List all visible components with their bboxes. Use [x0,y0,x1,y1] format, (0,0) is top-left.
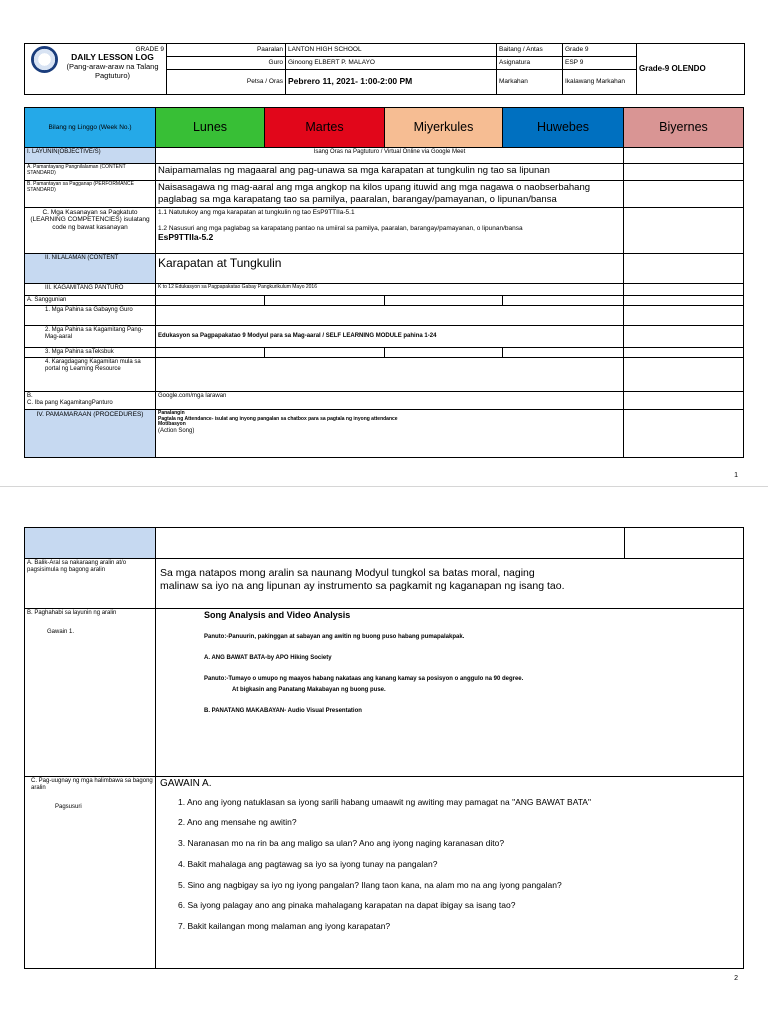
grade-label: GRADE 9 [135,46,164,53]
empty-cell [503,347,624,357]
proc-motibasyon: Motibasyon [158,421,186,428]
question-7: 7. Bakit kailangan mong malaman ang iyong karapatan? [178,921,391,932]
sanggunian-2-value: Edukasyon sa Pagpapakatao 9 Modyul para sa Mag-aaral / SELF LEARNING MODULE pahina 1-24 [156,325,624,347]
page-2 [0,486,768,1024]
empty-cell [156,305,624,325]
page-1 [0,0,768,486]
empty-cell [624,357,744,391]
paaralan-label: Paaralan [167,44,286,57]
asignatura-value: ESP 9 [563,57,637,70]
empty-cell [156,296,265,306]
day-thursday: Huwebes [503,108,624,148]
empty-label-cell [25,528,156,559]
iba-pang-kagamitan-label: C. Iba pang KagamitangPanturo [27,399,113,406]
gawain-a-content [156,777,744,969]
gawain-1-label: Gawain 1. [47,628,75,635]
empty-cell [624,296,744,306]
guro-value: Ginoong ELBERT P. MALAYO [286,57,497,70]
guro-label: Guro [167,57,286,70]
procedures-table [24,527,744,969]
week-label: Bilang ng Linggo (Week No.) [25,108,156,148]
header-table [24,43,745,95]
sanggunian-label: A. Sanggunian [25,296,156,306]
b-label: B. [27,392,33,399]
empty-cell [624,148,744,164]
balik-aral-cell [156,559,744,609]
empty-cell [385,296,503,306]
pag-uugnay-cell [25,777,156,969]
paaralan-value: LANTON HIGH SCHOOL [286,44,497,57]
day-tuesday: Martes [265,108,385,148]
paghahabi-cell [25,609,156,777]
panuto-1: Panuto:-Panuurin, pakinggan at sabayan ang awitin ng buong puso habang pumapalakpak. [204,634,465,641]
competency-2-code: EsP9TTIIa-5.2 [158,231,214,242]
baitang-value: Grade 9 [563,44,637,57]
content-standard-value: Naipamamalas ng magaaral ang pag-unawa sa mga karapatan at tungkulin ng tao sa lipunan [156,164,624,181]
dll-title: DAILY LESSON LOG [71,52,154,63]
empty-cell [624,284,744,296]
header-title-cell [25,44,167,95]
kagamitan-value: K to 12 Edukasyon sa Pagpapakatao Gabay Pangkurikulum Mayo 2016 [156,284,624,296]
empty-cell [156,347,265,357]
day-wednesday: Miyerkules [385,108,503,148]
empty-cell [624,208,744,254]
deped-seal-icon [31,46,58,73]
markahan-label: Markahan [497,70,563,95]
sanggunian-2: 2. Mga Pahina sa Kagamitang Pang-Mag-aaral [25,325,156,347]
empty-cell [624,181,744,208]
empty-cell [156,357,624,391]
pagsusuri-label: Pagsusuri [55,803,82,810]
paghahabi-label: B. Paghahabi sa layunin ng aralin [27,610,117,616]
layunin-label: I. LAYUNIN(OBJECTIVE/S) [25,148,156,164]
proc-action-song: (Action Song) [158,428,195,435]
question-4: 4. Bakit mahalaga ang pagtawag sa iyo sa iyong tunay na pangalan? [178,858,438,869]
baitang-label: Baitang / Antas [497,44,563,57]
page-number-1: 1 [734,472,738,479]
nilalaman-value: Karapatan at Tungkulin [156,254,624,284]
item-a-song: A. ANG BAWAT BATA-by APO Hiking Society [204,655,332,662]
question-3: 3. Naranasan mo na rin ba ang maligo sa ulan? Ano ang iyong naging karanasan dito? [178,838,505,849]
balik-aral-label: A. Balik-Aral sa nakaraang aralin at/o pagsisimula ng bagong aralin [25,559,156,609]
day-monday: Lunes [156,108,265,148]
song-analysis-title: Song Analysis and Video Analysis [204,610,351,620]
empty-cell [265,347,385,357]
sanggunian-1: 1. Mga Pahina sa Gabayng Guro [25,305,156,325]
day-friday: Biyernes [624,108,744,148]
balik-aral-text: Sa mga natapos mong aralin sa naunang Modyul tungkol sa batas moral, naging malinaw sa iyo na ang lipunan ay instrumento sa pagkamit ng kaganapan ng isang tao. [160,567,565,592]
pag-uugnay-label: C. Pag-uugnay ng mga halimbawa sa bagong aralin [31,778,153,791]
empty-cell [624,391,744,409]
competency-1: 1.1 Natutukoy ang mga karapatan at tungkulin ng tao EsP9TTIIa-5.1 [158,209,355,216]
lesson-table [24,107,744,458]
empty-cell [503,296,624,306]
empty-cell [624,305,744,325]
empty-cell [624,254,744,284]
question-5: 5. Sino ang nagbigay sa iyo ng iyong pangalan? Ilang taon kana, na alam mo na ang iyong pangalan? [178,879,562,890]
section-value: Grade-9 OLENDO [637,44,745,95]
proc-attendance: Pagtala ng Attendance- isulat ang inyong pangalan sa chatbox para sa pagtala ng inyong attendance [158,415,398,422]
nilalaman-label: II. NILALAMAN (CONTENT [25,254,156,284]
petsa-label: Petsa / Oras [167,70,286,95]
panuto-2b: At bigkasin ang Panatang Makabayan ng buong puse. [232,687,386,694]
google-images-value: Google.com/mga larawan [156,391,624,409]
sanggunian-3: 3. Mga Pahina saTeksbuk [25,347,156,357]
paghahabi-content [156,609,744,777]
panuto-2: Panuto:-Tumayo o umupo ng maayos habang nakataas ang kanang kamay sa posisyon o anggulo na 90 degree. [204,676,524,683]
procedures-label: IV. PAMAMARAAN (PROCEDURES) [25,409,156,457]
gawain-a-title: GAWAIN A. [160,778,212,789]
empty-cell [156,528,625,559]
question-6: 6. Sa iyong palagay ano ang pinaka mahalagang karapatan na dapat ibigay sa isang tao? [178,900,516,911]
item-b-panatang: B. PANATANG MAKABAYAN- Audio Visual Presentation [204,707,362,714]
empty-cell [385,347,503,357]
empty-cell [624,347,744,357]
page-number-2: 2 [734,975,738,982]
layunin-note: Isang Oras na Pagtuturo / Virtual Online via Google Meet [156,148,624,164]
empty-cell [625,528,744,559]
petsa-value: Pebrero 11, 2021- 1:00-2:00 PM [286,70,497,95]
content-standard-label: A. Pamantayang Pangnilalaman (CONTENT STANDARD) [25,164,156,181]
empty-cell [624,325,744,347]
empty-cell [624,409,744,457]
kagamitan-label: III. KAGAMITANG PANTURO [25,284,156,296]
competencies-label: C. Mga Kasanayan sa Pagkatuto (LEARNING COMPETENCIES) isulatang code ng bawat kasanayan [25,208,156,254]
question-1: 1. Ano ang iyong natuklasan sa iyong sarili habang umaawit ng awiting may pamagat na "ANG BAWAT BATA" [178,796,591,807]
dll-subtitle: (Pang-araw-araw na Talang Pagtuturo) [66,62,159,80]
performance-standard-label: B. Pamantayan sa Pagganap (PERFORMANCE STANDARD) [25,181,156,208]
performance-standard-value: Naisasagawa ng mag-aaral ang mga angkop na kilos upang ituwid ang mga nagawa o naobserbahang paglabag sa mga karapatang tao sa pamilya, paaralan, barangay/pamayanan, o lipunan/bansa [156,181,624,208]
proc-panalangin: Panalangin [158,409,185,416]
empty-cell [265,296,385,306]
question-2: 2. Ano ang mensahe ng awitin? [178,817,297,828]
competency-2: 1.2 Nasusuri ang mga paglabag sa karapatang pantao na umiiral sa pamilya, paaralan, barangay/pamayanan, o lipunan/bansa [158,225,523,233]
sanggunian-4: 4. Karagdagang Kagamitan mula sa portal ng Learning Resource [25,357,156,391]
markahan-value: Ikalawang Markahan [563,70,637,95]
empty-cell [624,164,744,181]
asignatura-label: Asignatura [497,57,563,70]
